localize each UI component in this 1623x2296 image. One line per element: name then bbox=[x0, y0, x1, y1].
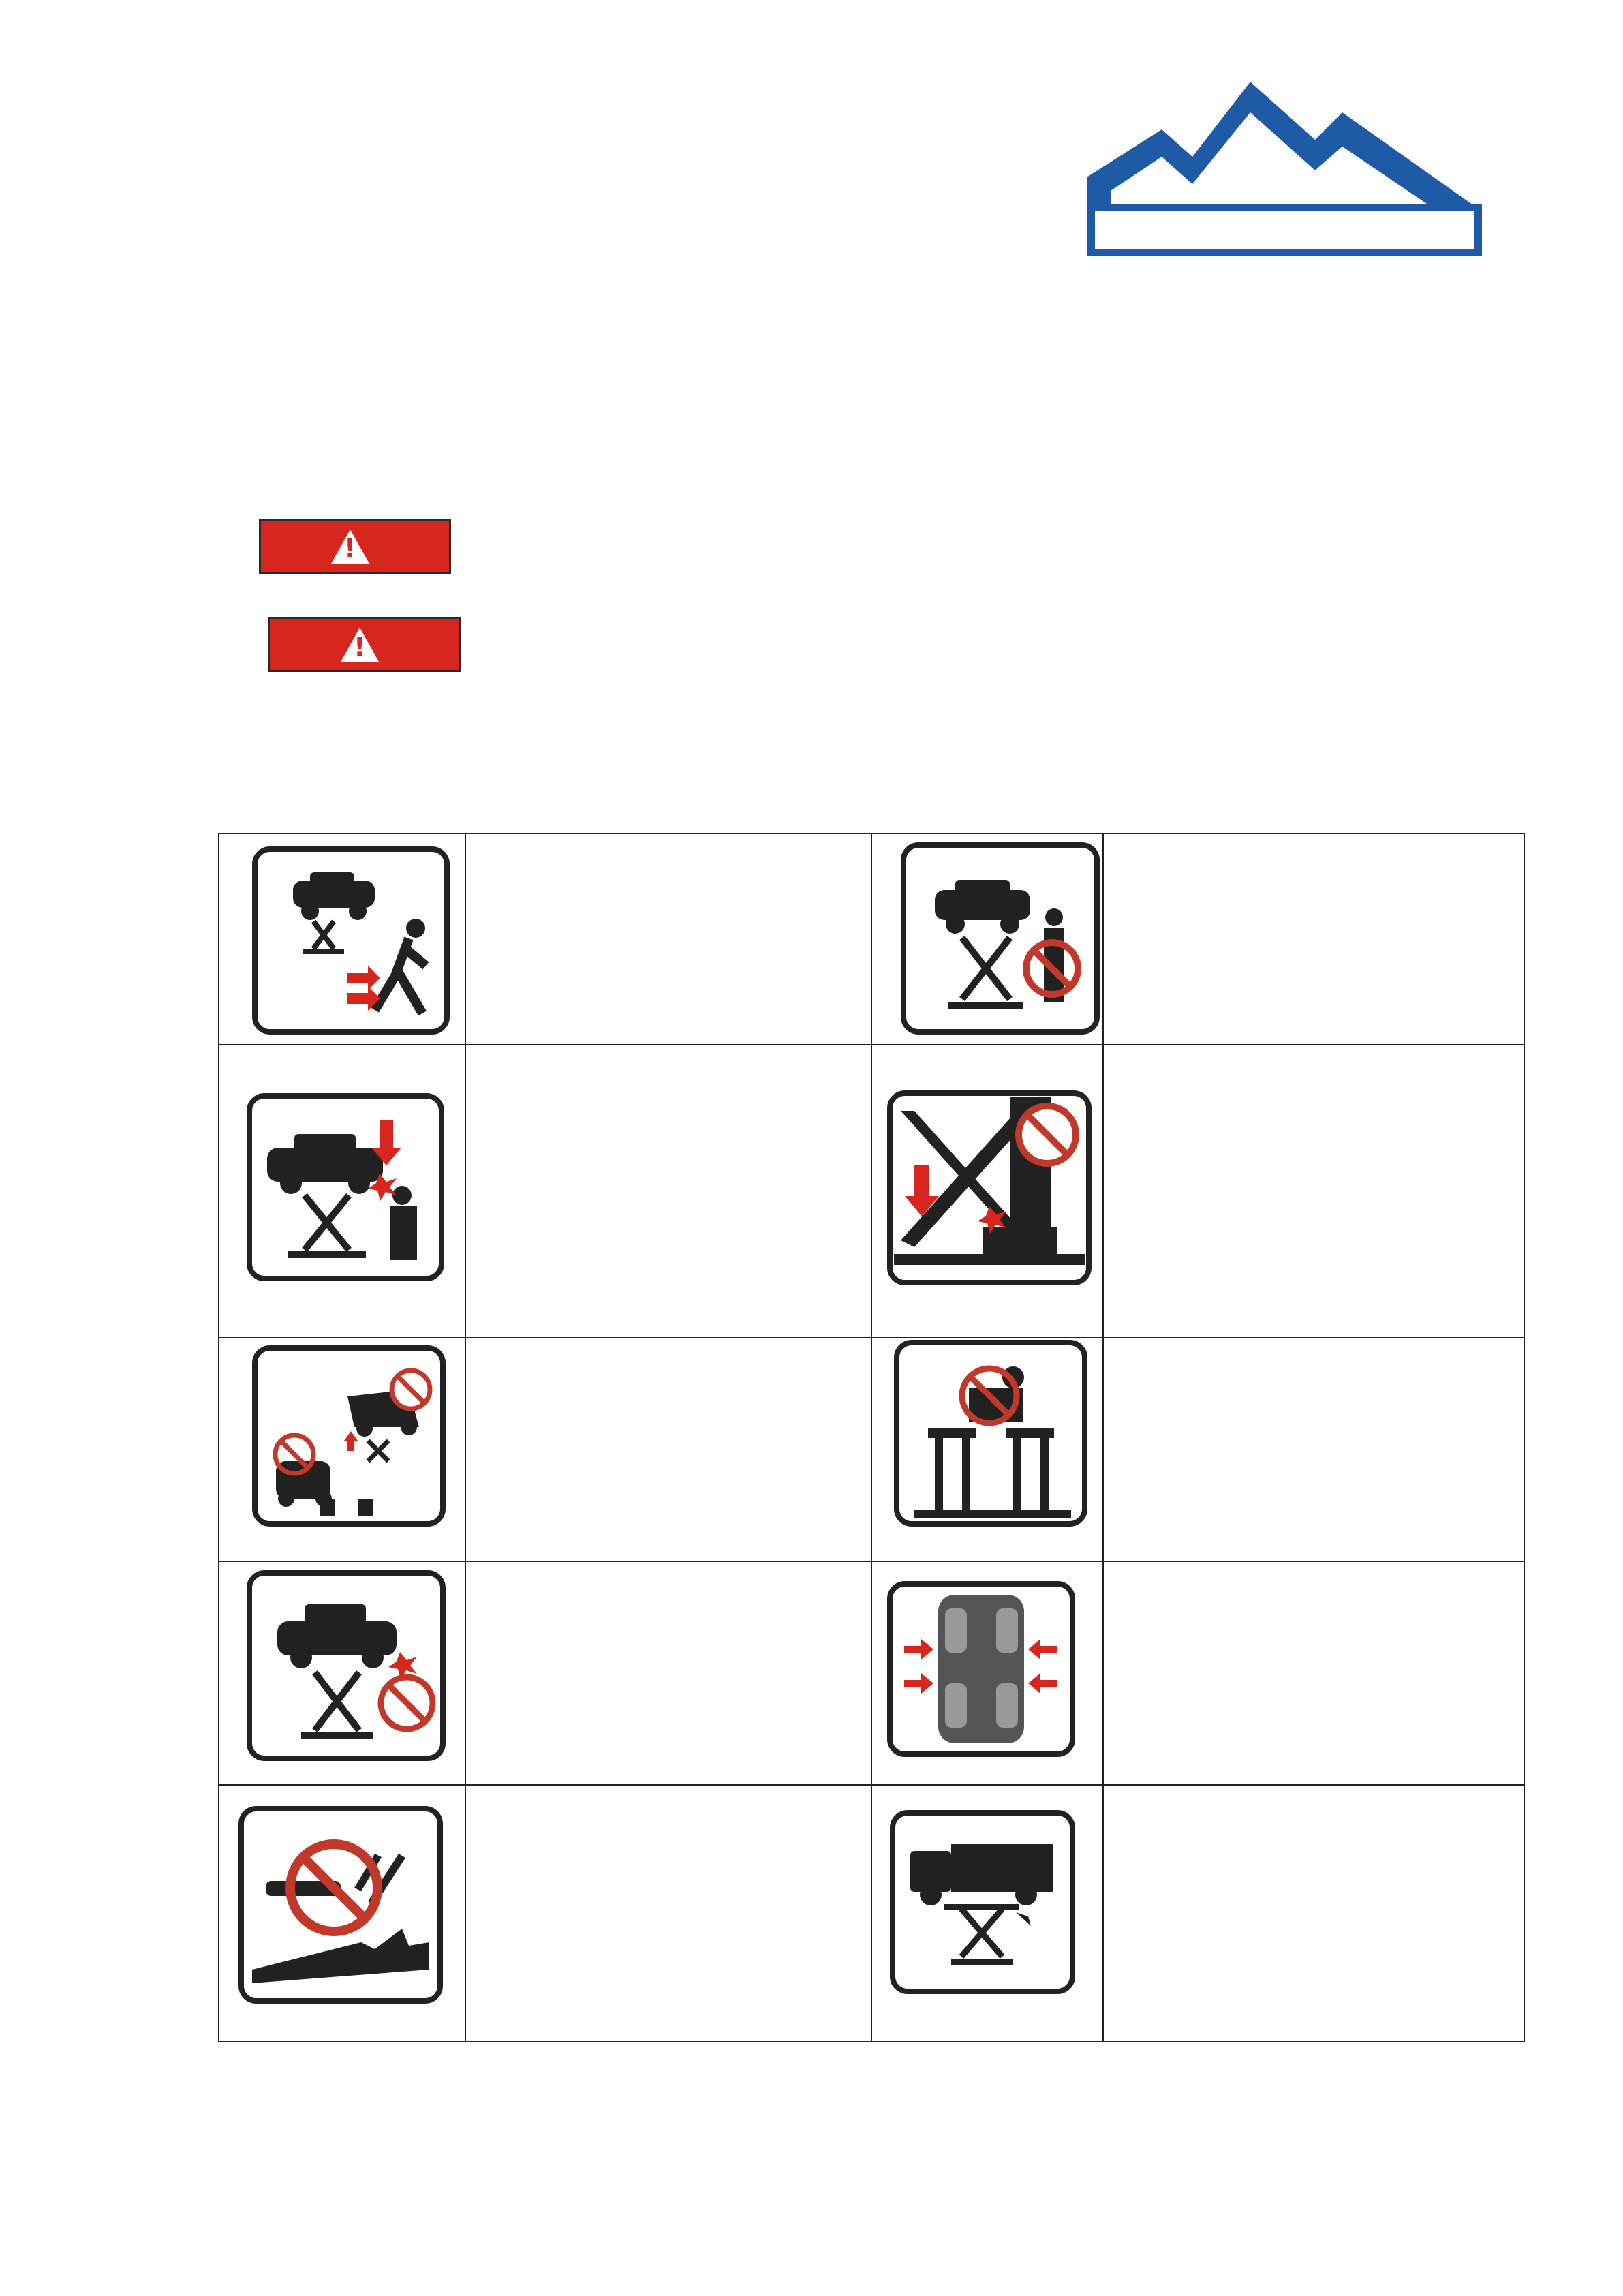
centered-load-icon bbox=[887, 1581, 1075, 1757]
warning-triangle-icon bbox=[331, 530, 369, 564]
safety-pictogram-table bbox=[218, 833, 1525, 2042]
no-climbing-on-lift-icon bbox=[894, 1340, 1087, 1527]
no-pushing-car-on-lift-icon bbox=[901, 842, 1100, 1035]
truck-lift-points-icon bbox=[890, 1810, 1075, 1994]
danger-label bbox=[259, 519, 451, 574]
warning-triangle-icon bbox=[341, 628, 379, 662]
no-cleaning-debris-icon bbox=[238, 1806, 443, 2004]
mountain-logo-icon bbox=[1080, 82, 1489, 259]
danger-label bbox=[268, 617, 461, 672]
no-unbalanced-lifting-icon bbox=[252, 1345, 446, 1527]
foot-crush-hazard-icon bbox=[887, 1090, 1092, 1285]
car-lowering-onto-person-icon bbox=[247, 1093, 444, 1281]
brand-logo bbox=[1080, 82, 1489, 259]
person-fleeing-tilting-car-icon bbox=[252, 846, 450, 1035]
no-vehicle-shaking-icon bbox=[247, 1570, 446, 1761]
